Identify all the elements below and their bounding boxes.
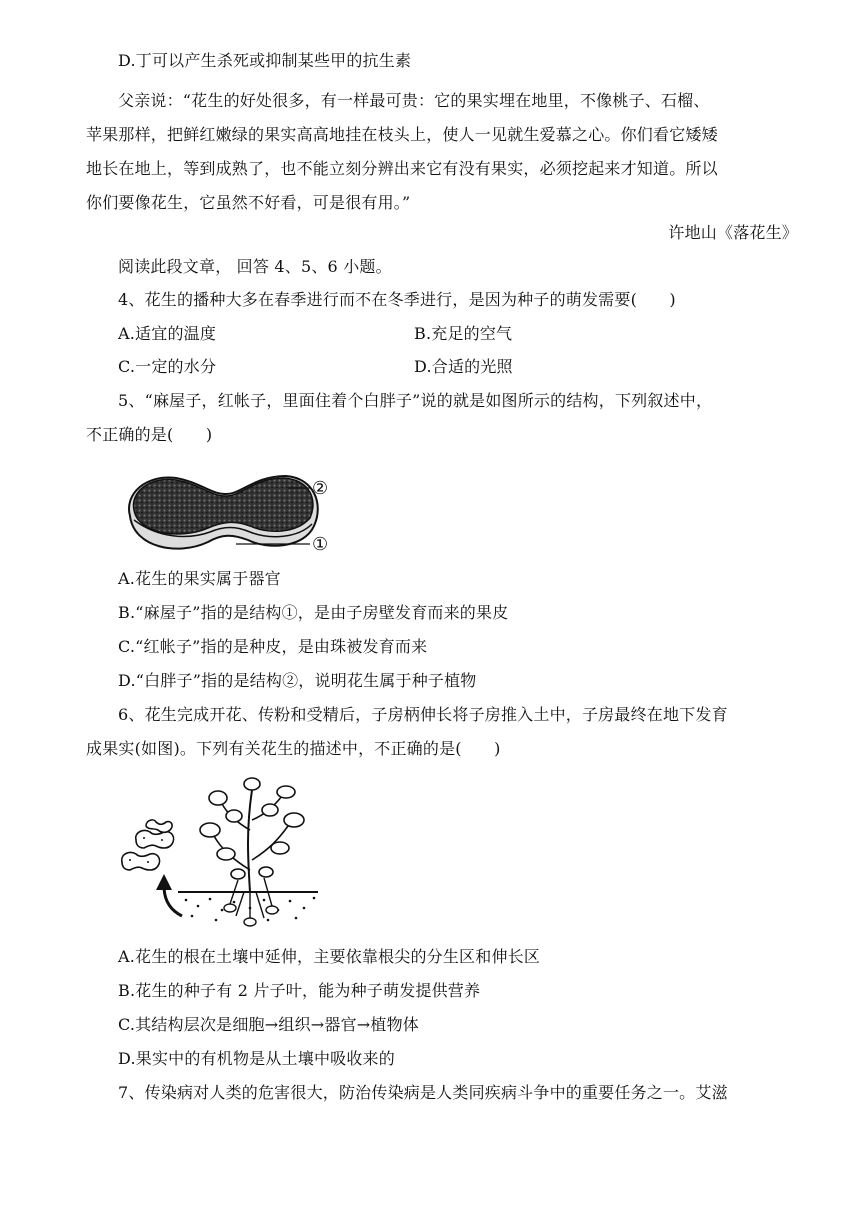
label-1: ①	[312, 534, 329, 555]
q4-option-b: B.充足的空气	[414, 324, 513, 343]
q5-option-a: A.花生的果实属于器官	[118, 569, 281, 588]
passage-line-4: 你们要像花生，它虽然不好看，可是很有用。”	[86, 193, 411, 212]
q6-option-c: C.其结构层次是细胞→组织→器官→植物体	[118, 1015, 419, 1034]
label-2: ②	[312, 478, 329, 499]
q4-option-c: C.一定的水分	[118, 357, 217, 376]
q5-option-d: D.“白胖子”指的是结构②，说明花生属于种子植物	[118, 671, 477, 690]
q7-stem-line-1: 7、传染病对人类的危害很大，防治传染病是人类同疾病斗争中的重要任务之一。艾滋	[118, 1083, 728, 1102]
passage-line-1: 父亲说：“花生的好处很多，有一样最可贵：它的果实埋在地里，不像桃子、石榴、	[118, 91, 710, 110]
passage-source: 许地山《落花生》	[668, 223, 798, 242]
q5-stem-line-2: 不正确的是( )	[86, 425, 213, 444]
peanut-figure	[118, 464, 338, 564]
passage-line-3: 地长在地上，等到成熟了，也不能立刻分辨出来它有没有果实，必须挖起来才知道。所以	[86, 159, 718, 178]
reading-instruction: 阅读此段文章， 回答 4、5、6 小题。	[118, 257, 392, 276]
q4-stem: 4、花生的播种大多在春季进行而不在冬季进行，是因为种子的萌发需要( )	[118, 290, 676, 309]
q6-stem-line-1: 6、花生完成开花、传粉和受精后，子房柄伸长将子房推入土中，子房最终在地下发育	[118, 705, 728, 724]
passage-line-2: 苹果那样，把鲜红嫩绿的果实高高地挂在枝头上，使人一见就生爱慕之心。你们看它矮矮	[86, 125, 718, 144]
q5-option-b: B.“麻屋子”指的是结构①，是由子房壁发育而来的果皮	[118, 603, 509, 622]
q5-option-c: C.“红帐子”指的是种皮，是由珠被发育而来	[118, 637, 428, 656]
q4-option-d: D.合适的光照	[414, 357, 513, 376]
q6-option-d: D.果实中的有机物是从土壤中吸收来的	[118, 1049, 395, 1068]
q5-stem-line-1: 5、“麻屋子，红帐子，里面住着个白胖子”说的就是如图所示的结构，下列叙述中，	[118, 391, 713, 410]
q6-option-a: A.花生的根在土壤中延伸，主要依靠根尖的分生区和伸长区	[118, 947, 541, 966]
q6-stem-line-2: 成果实(如图)。下列有关花生的描述中，不正确的是( )	[86, 739, 501, 758]
q6-option-b: B.花生的种子有 2 片子叶，能为种子萌发提供营养	[118, 981, 481, 1000]
prev-option-d: D.丁可以产生杀死或抑制某些甲的抗生素	[118, 51, 412, 70]
q4-option-a: A.适宜的温度	[118, 324, 217, 343]
peanut-plant-figure	[118, 770, 328, 930]
